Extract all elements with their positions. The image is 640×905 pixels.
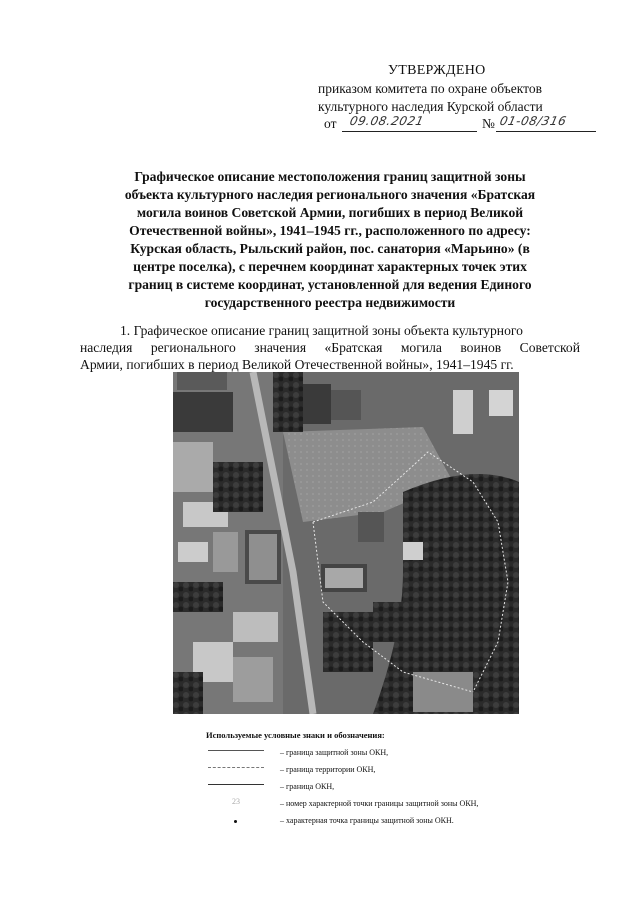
approval-heading: УТВЕРЖДЕНО	[388, 63, 486, 78]
legend-item-label: – граница ОКН,	[280, 782, 335, 791]
title-line: могила воинов Советской Армии, погибших в период Великой	[136, 205, 524, 220]
legend-item	[204, 796, 524, 813]
section-paragraph	[80, 322, 580, 373]
title-line: центре поселка), с перечнем координат характерных точек этих	[133, 259, 527, 274]
legend-item-label: – номер характерной точки границы защитной зоны ОКН,	[280, 799, 479, 808]
dashed-line-icon	[208, 767, 264, 770]
title-line: Графическое описание местоположения границ защитной зоны	[134, 169, 526, 184]
paragraph-line: Армии, погибших в период Великой Отечественной войны», 1941–1945 гг.	[80, 357, 514, 372]
date-underline	[342, 131, 477, 132]
approval-line-1: приказом комитета по охране объектов	[318, 81, 542, 96]
number-underline	[496, 131, 596, 132]
document-title	[80, 168, 580, 312]
legend-item-label: – характерная точка границы защитной зоны ОКН.	[280, 816, 454, 825]
approval-date-number-row	[324, 116, 604, 136]
date-handwritten: 09.08.2021	[348, 114, 426, 128]
legend-item-label: – граница территории ОКН,	[280, 765, 376, 774]
title-line: объекта культурного наследия регионального значения «Братская	[124, 187, 536, 202]
legend-item-label: – граница защитной зоны ОКН,	[280, 748, 389, 757]
date-label: от	[324, 116, 337, 131]
legend-item	[204, 762, 524, 779]
thick-line-icon	[208, 784, 264, 787]
legend-item	[204, 813, 524, 830]
title-line: Курская область, Рыльский район, пос. санатория «Марьино» (в	[130, 241, 530, 256]
point-number-icon: 23	[232, 797, 240, 806]
title-line: границ в системе координат, установленной для ведения Единого	[128, 277, 532, 292]
legend-item	[204, 745, 524, 762]
paragraph-line: 1. Графическое описание границ защитной зоны объекта культурного	[120, 323, 523, 338]
point-dot-icon	[208, 818, 264, 820]
paragraph-line: наследия регионального значения «Братская могила воинов Советской	[80, 340, 580, 355]
map-legend	[204, 730, 524, 830]
approval-line-2: культурного наследия Курской области	[318, 99, 543, 114]
satellite-map	[173, 372, 519, 714]
number-handwritten: 01-08/316	[498, 114, 568, 128]
title-line: государственного реестра недвижимости	[204, 295, 456, 310]
legend-heading: Используемые условные знаки и обозначения:	[206, 730, 385, 740]
solid-line-icon	[208, 750, 264, 753]
approval-block	[318, 62, 618, 116]
title-line: Отечественной войны», 1941–1945 гг., расположенного по адресу:	[129, 223, 531, 238]
number-label: №	[482, 116, 495, 131]
